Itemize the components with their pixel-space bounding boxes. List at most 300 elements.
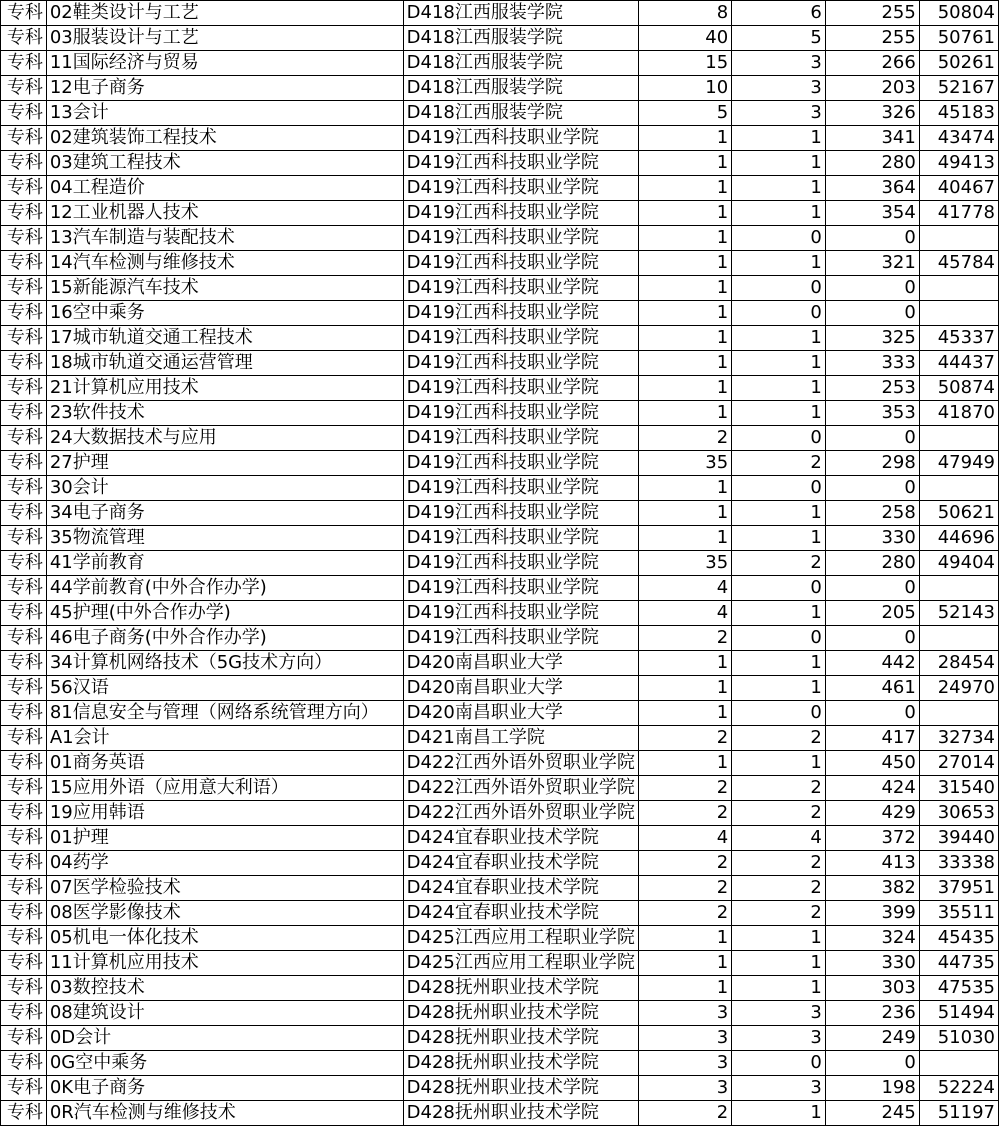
- min-score-cell: 0: [825, 626, 919, 651]
- min-score-cell: 450: [825, 751, 919, 776]
- rank-cell: 45183: [919, 101, 998, 126]
- school-cell: D419江西科技职业学院: [403, 176, 638, 201]
- admitted-count-cell: 0: [732, 701, 826, 726]
- plan-count-cell: 3: [638, 1026, 731, 1051]
- rank-cell: 51030: [919, 1026, 998, 1051]
- table-row: [1, 251, 999, 276]
- plan-count-cell: 35: [638, 551, 731, 576]
- table-row: [1, 701, 999, 726]
- table-row: [1, 776, 999, 801]
- admitted-count-cell: 1: [732, 501, 826, 526]
- plan-count-cell: 2: [638, 1101, 731, 1126]
- major-cell: 01护理: [46, 826, 403, 851]
- school-cell: D420南昌职业大学: [403, 701, 638, 726]
- rank-cell: 41778: [919, 201, 998, 226]
- min-score-cell: 249: [825, 1026, 919, 1051]
- school-cell: D420南昌职业大学: [403, 676, 638, 701]
- plan-count-cell: 40: [638, 26, 731, 51]
- table-row: [1, 176, 999, 201]
- school-cell: D419江西科技职业学院: [403, 276, 638, 301]
- level-cell: 专科: [1, 1076, 47, 1101]
- min-score-cell: 333: [825, 351, 919, 376]
- plan-count-cell: 15: [638, 51, 731, 76]
- table-row: [1, 76, 999, 101]
- admitted-count-cell: 2: [732, 801, 826, 826]
- level-cell: 专科: [1, 1001, 47, 1026]
- major-cell: 12工业机器人技术: [46, 201, 403, 226]
- admitted-count-cell: 1: [732, 326, 826, 351]
- admitted-count-cell: 2: [732, 451, 826, 476]
- major-cell: A1会计: [46, 726, 403, 751]
- level-cell: 专科: [1, 76, 47, 101]
- table-row: [1, 26, 999, 51]
- school-cell: D419江西科技职业学院: [403, 376, 638, 401]
- school-cell: D419江西科技职业学院: [403, 226, 638, 251]
- school-cell: D419江西科技职业学院: [403, 126, 638, 151]
- table-row: [1, 926, 999, 951]
- plan-count-cell: 1: [638, 326, 731, 351]
- level-cell: 专科: [1, 326, 47, 351]
- table-row: [1, 301, 999, 326]
- table-row: [1, 501, 999, 526]
- level-cell: 专科: [1, 751, 47, 776]
- table-row: [1, 576, 999, 601]
- major-cell: 03数控技术: [46, 976, 403, 1001]
- rank-cell: 27014: [919, 751, 998, 776]
- table-row: [1, 401, 999, 426]
- school-cell: D419江西科技职业学院: [403, 526, 638, 551]
- major-cell: 04工程造价: [46, 176, 403, 201]
- min-score-cell: 330: [825, 526, 919, 551]
- table-row: [1, 676, 999, 701]
- plan-count-cell: 10: [638, 76, 731, 101]
- plan-count-cell: 1: [638, 526, 731, 551]
- major-cell: 01商务英语: [46, 751, 403, 776]
- level-cell: 专科: [1, 976, 47, 1001]
- table-row: [1, 1026, 999, 1051]
- plan-count-cell: 1: [638, 676, 731, 701]
- rank-cell: 35511: [919, 901, 998, 926]
- level-cell: 专科: [1, 201, 47, 226]
- school-cell: D419江西科技职业学院: [403, 351, 638, 376]
- major-cell: 0G空中乘务: [46, 1051, 403, 1076]
- table-row: [1, 651, 999, 676]
- min-score-cell: 417: [825, 726, 919, 751]
- school-cell: D428抚州职业技术学院: [403, 1051, 638, 1076]
- table-row: [1, 151, 999, 176]
- admitted-count-cell: 1: [732, 751, 826, 776]
- admitted-count-cell: 1: [732, 601, 826, 626]
- table-row: [1, 726, 999, 751]
- level-cell: 专科: [1, 26, 47, 51]
- major-cell: 17城市轨道交通工程技术: [46, 326, 403, 351]
- plan-count-cell: 1: [638, 226, 731, 251]
- level-cell: 专科: [1, 551, 47, 576]
- admitted-count-cell: 1: [732, 676, 826, 701]
- min-score-cell: 429: [825, 801, 919, 826]
- school-cell: D419江西科技职业学院: [403, 451, 638, 476]
- school-cell: D428抚州职业技术学院: [403, 976, 638, 1001]
- plan-count-cell: 1: [638, 651, 731, 676]
- major-cell: 23软件技术: [46, 401, 403, 426]
- min-score-cell: 330: [825, 951, 919, 976]
- school-cell: D422江西外语外贸职业学院: [403, 776, 638, 801]
- plan-count-cell: 2: [638, 901, 731, 926]
- school-cell: D419江西科技职业学院: [403, 301, 638, 326]
- rank-cell: 50804: [919, 1, 998, 26]
- major-cell: 81信息安全与管理（网络系统管理方向）: [46, 701, 403, 726]
- admitted-count-cell: 1: [732, 251, 826, 276]
- major-cell: 13汽车制造与装配技术: [46, 226, 403, 251]
- major-cell: 0K电子商务: [46, 1076, 403, 1101]
- level-cell: 专科: [1, 876, 47, 901]
- admitted-count-cell: 3: [732, 1001, 826, 1026]
- level-cell: 专科: [1, 1101, 47, 1126]
- admitted-count-cell: 1: [732, 376, 826, 401]
- min-score-cell: 0: [825, 426, 919, 451]
- level-cell: 专科: [1, 926, 47, 951]
- min-score-cell: 236: [825, 1001, 919, 1026]
- major-cell: 18城市轨道交通运营管理: [46, 351, 403, 376]
- min-score-cell: 364: [825, 176, 919, 201]
- level-cell: 专科: [1, 1026, 47, 1051]
- plan-count-cell: 1: [638, 926, 731, 951]
- min-score-cell: 203: [825, 76, 919, 101]
- admitted-count-cell: 3: [732, 1076, 826, 1101]
- min-score-cell: 205: [825, 601, 919, 626]
- plan-count-cell: 1: [638, 276, 731, 301]
- table-row: [1, 326, 999, 351]
- table-row: [1, 101, 999, 126]
- rank-cell: 44735: [919, 951, 998, 976]
- table-row: [1, 976, 999, 1001]
- school-cell: D420南昌职业大学: [403, 651, 638, 676]
- plan-count-cell: 3: [638, 1076, 731, 1101]
- school-cell: D418江西服装学院: [403, 51, 638, 76]
- major-cell: 04药学: [46, 851, 403, 876]
- rank-cell: 24970: [919, 676, 998, 701]
- school-cell: D419江西科技职业学院: [403, 326, 638, 351]
- admitted-count-cell: 1: [732, 651, 826, 676]
- school-cell: D428抚州职业技术学院: [403, 1001, 638, 1026]
- table-row: [1, 1051, 999, 1076]
- school-cell: D424宜春职业技术学院: [403, 876, 638, 901]
- rank-cell: 41870: [919, 401, 998, 426]
- rank-cell: 50874: [919, 376, 998, 401]
- school-cell: D424宜春职业技术学院: [403, 851, 638, 876]
- major-cell: 27护理: [46, 451, 403, 476]
- rank-cell: [919, 626, 998, 651]
- table-row: [1, 901, 999, 926]
- level-cell: 专科: [1, 776, 47, 801]
- rank-cell: 32734: [919, 726, 998, 751]
- level-cell: 专科: [1, 576, 47, 601]
- table-row: [1, 826, 999, 851]
- major-cell: 24大数据技术与应用: [46, 426, 403, 451]
- admitted-count-cell: 1: [732, 351, 826, 376]
- rank-cell: 37951: [919, 876, 998, 901]
- major-cell: 11国际经济与贸易: [46, 51, 403, 76]
- rank-cell: 39440: [919, 826, 998, 851]
- major-cell: 41学前教育: [46, 551, 403, 576]
- school-cell: D425江西应用工程职业学院: [403, 951, 638, 976]
- min-score-cell: 255: [825, 26, 919, 51]
- level-cell: 专科: [1, 901, 47, 926]
- admitted-count-cell: 2: [732, 901, 826, 926]
- major-cell: 45护理(中外合作办学): [46, 601, 403, 626]
- school-cell: D419江西科技职业学院: [403, 626, 638, 651]
- rank-cell: 50761: [919, 26, 998, 51]
- major-cell: 0R汽车检测与维修技术: [46, 1101, 403, 1126]
- rank-cell: [919, 476, 998, 501]
- school-cell: D418江西服装学院: [403, 76, 638, 101]
- admitted-count-cell: 0: [732, 301, 826, 326]
- level-cell: 专科: [1, 526, 47, 551]
- admitted-count-cell: 0: [732, 576, 826, 601]
- school-cell: D419江西科技职业学院: [403, 551, 638, 576]
- plan-count-cell: 1: [638, 251, 731, 276]
- level-cell: 专科: [1, 276, 47, 301]
- min-score-cell: 424: [825, 776, 919, 801]
- major-cell: 30会计: [46, 476, 403, 501]
- table-row: [1, 1, 999, 26]
- table-row: [1, 451, 999, 476]
- min-score-cell: 0: [825, 701, 919, 726]
- major-cell: 19应用韩语: [46, 801, 403, 826]
- table-row: [1, 1001, 999, 1026]
- plan-count-cell: 1: [638, 376, 731, 401]
- plan-count-cell: 1: [638, 951, 731, 976]
- rank-cell: 45435: [919, 926, 998, 951]
- level-cell: 专科: [1, 501, 47, 526]
- plan-count-cell: 1: [638, 401, 731, 426]
- rank-cell: [919, 226, 998, 251]
- major-cell: 02建筑装饰工程技术: [46, 126, 403, 151]
- rank-cell: 28454: [919, 651, 998, 676]
- school-cell: D419江西科技职业学院: [403, 426, 638, 451]
- level-cell: 专科: [1, 101, 47, 126]
- admitted-count-cell: 1: [732, 951, 826, 976]
- plan-count-cell: 2: [638, 726, 731, 751]
- major-cell: 14汽车检测与维修技术: [46, 251, 403, 276]
- rank-cell: [919, 576, 998, 601]
- level-cell: 专科: [1, 1051, 47, 1076]
- school-cell: D428抚州职业技术学院: [403, 1076, 638, 1101]
- table-row: [1, 801, 999, 826]
- rank-cell: 45337: [919, 326, 998, 351]
- table-row: [1, 851, 999, 876]
- level-cell: 专科: [1, 301, 47, 326]
- plan-count-cell: 2: [638, 626, 731, 651]
- table-row: [1, 51, 999, 76]
- major-cell: 15应用外语（应用意大利语）: [46, 776, 403, 801]
- admitted-count-cell: 0: [732, 1051, 826, 1076]
- admitted-count-cell: 1: [732, 1101, 826, 1126]
- plan-count-cell: 1: [638, 201, 731, 226]
- major-cell: 46电子商务(中外合作办学): [46, 626, 403, 651]
- table-row: [1, 1101, 999, 1126]
- level-cell: 专科: [1, 601, 47, 626]
- school-cell: D419江西科技职业学院: [403, 501, 638, 526]
- min-score-cell: 0: [825, 476, 919, 501]
- table-row: [1, 876, 999, 901]
- min-score-cell: 258: [825, 501, 919, 526]
- min-score-cell: 382: [825, 876, 919, 901]
- admitted-count-cell: 1: [732, 151, 826, 176]
- admitted-count-cell: 5: [732, 26, 826, 51]
- min-score-cell: 372: [825, 826, 919, 851]
- admitted-count-cell: 0: [732, 476, 826, 501]
- plan-count-cell: 1: [638, 176, 731, 201]
- major-cell: 08建筑设计: [46, 1001, 403, 1026]
- school-cell: D418江西服装学院: [403, 101, 638, 126]
- table-row: [1, 601, 999, 626]
- school-cell: D421南昌工学院: [403, 726, 638, 751]
- level-cell: 专科: [1, 251, 47, 276]
- admitted-count-cell: 2: [732, 776, 826, 801]
- rank-cell: 50261: [919, 51, 998, 76]
- rank-cell: 50621: [919, 501, 998, 526]
- table-row: [1, 526, 999, 551]
- admitted-count-cell: 1: [732, 126, 826, 151]
- school-cell: D418江西服装学院: [403, 1, 638, 26]
- min-score-cell: 324: [825, 926, 919, 951]
- table-row: [1, 126, 999, 151]
- major-cell: 05机电一体化技术: [46, 926, 403, 951]
- major-cell: 02鞋类设计与工艺: [46, 1, 403, 26]
- rank-cell: 45784: [919, 251, 998, 276]
- min-score-cell: 0: [825, 226, 919, 251]
- table-row: [1, 476, 999, 501]
- table-row: [1, 951, 999, 976]
- plan-count-cell: 5: [638, 101, 731, 126]
- school-cell: D419江西科技职业学院: [403, 151, 638, 176]
- level-cell: 专科: [1, 126, 47, 151]
- plan-count-cell: 1: [638, 126, 731, 151]
- min-score-cell: 303: [825, 976, 919, 1001]
- min-score-cell: 266: [825, 51, 919, 76]
- table-row: [1, 1076, 999, 1101]
- plan-count-cell: 4: [638, 826, 731, 851]
- plan-count-cell: 2: [638, 776, 731, 801]
- table-row: [1, 201, 999, 226]
- min-score-cell: 198: [825, 1076, 919, 1101]
- level-cell: 专科: [1, 51, 47, 76]
- plan-count-cell: 1: [638, 151, 731, 176]
- rank-cell: 44437: [919, 351, 998, 376]
- major-cell: 34电子商务: [46, 501, 403, 526]
- rank-cell: 43474: [919, 126, 998, 151]
- min-score-cell: 461: [825, 676, 919, 701]
- plan-count-cell: 2: [638, 426, 731, 451]
- major-cell: 34计算机网络技术（5G技术方向）: [46, 651, 403, 676]
- admitted-count-cell: 1: [732, 176, 826, 201]
- school-cell: D419江西科技职业学院: [403, 401, 638, 426]
- school-cell: D418江西服装学院: [403, 26, 638, 51]
- min-score-cell: 0: [825, 576, 919, 601]
- admitted-count-cell: 2: [732, 551, 826, 576]
- min-score-cell: 253: [825, 376, 919, 401]
- min-score-cell: 280: [825, 151, 919, 176]
- level-cell: 专科: [1, 151, 47, 176]
- level-cell: 专科: [1, 801, 47, 826]
- plan-count-cell: 3: [638, 1051, 731, 1076]
- rank-cell: [919, 276, 998, 301]
- rank-cell: 51197: [919, 1101, 998, 1126]
- level-cell: 专科: [1, 951, 47, 976]
- plan-count-cell: 3: [638, 1001, 731, 1026]
- table-body: [1, 1, 999, 1126]
- major-cell: 0D会计: [46, 1026, 403, 1051]
- admitted-count-cell: 0: [732, 426, 826, 451]
- school-cell: D422江西外语外贸职业学院: [403, 751, 638, 776]
- school-cell: D422江西外语外贸职业学院: [403, 801, 638, 826]
- min-score-cell: 0: [825, 301, 919, 326]
- admitted-count-cell: 1: [732, 926, 826, 951]
- rank-cell: 47535: [919, 976, 998, 1001]
- min-score-cell: 255: [825, 1, 919, 26]
- plan-count-cell: 35: [638, 451, 731, 476]
- rank-cell: 52167: [919, 76, 998, 101]
- school-cell: D424宜春职业技术学院: [403, 826, 638, 851]
- level-cell: 专科: [1, 176, 47, 201]
- plan-count-cell: 1: [638, 501, 731, 526]
- rank-cell: 49413: [919, 151, 998, 176]
- min-score-cell: 353: [825, 401, 919, 426]
- school-cell: D419江西科技职业学院: [403, 476, 638, 501]
- plan-count-cell: 1: [638, 351, 731, 376]
- min-score-cell: 326: [825, 101, 919, 126]
- plan-count-cell: 1: [638, 476, 731, 501]
- rank-cell: 47949: [919, 451, 998, 476]
- rank-cell: 52224: [919, 1076, 998, 1101]
- admitted-count-cell: 0: [732, 626, 826, 651]
- min-score-cell: 0: [825, 1051, 919, 1076]
- rank-cell: 31540: [919, 776, 998, 801]
- rank-cell: 40467: [919, 176, 998, 201]
- rank-cell: 30653: [919, 801, 998, 826]
- plan-count-cell: 2: [638, 851, 731, 876]
- major-cell: 08医学影像技术: [46, 901, 403, 926]
- admitted-count-cell: 0: [732, 276, 826, 301]
- major-cell: 15新能源汽车技术: [46, 276, 403, 301]
- plan-count-cell: 4: [638, 601, 731, 626]
- admitted-count-cell: 3: [732, 1026, 826, 1051]
- school-cell: D428抚州职业技术学院: [403, 1026, 638, 1051]
- level-cell: 专科: [1, 401, 47, 426]
- school-cell: D424宜春职业技术学院: [403, 901, 638, 926]
- plan-count-cell: 2: [638, 876, 731, 901]
- table-row: [1, 551, 999, 576]
- level-cell: 专科: [1, 826, 47, 851]
- level-cell: 专科: [1, 626, 47, 651]
- school-cell: D419江西科技职业学院: [403, 576, 638, 601]
- rank-cell: 52143: [919, 601, 998, 626]
- major-cell: 56汉语: [46, 676, 403, 701]
- major-cell: 07医学检验技术: [46, 876, 403, 901]
- min-score-cell: 325: [825, 326, 919, 351]
- admitted-count-cell: 1: [732, 201, 826, 226]
- plan-count-cell: 1: [638, 751, 731, 776]
- rank-cell: [919, 426, 998, 451]
- major-cell: 12电子商务: [46, 76, 403, 101]
- admitted-count-cell: 1: [732, 526, 826, 551]
- plan-count-cell: 4: [638, 576, 731, 601]
- level-cell: 专科: [1, 476, 47, 501]
- level-cell: 专科: [1, 1, 47, 26]
- level-cell: 专科: [1, 426, 47, 451]
- plan-count-cell: 1: [638, 701, 731, 726]
